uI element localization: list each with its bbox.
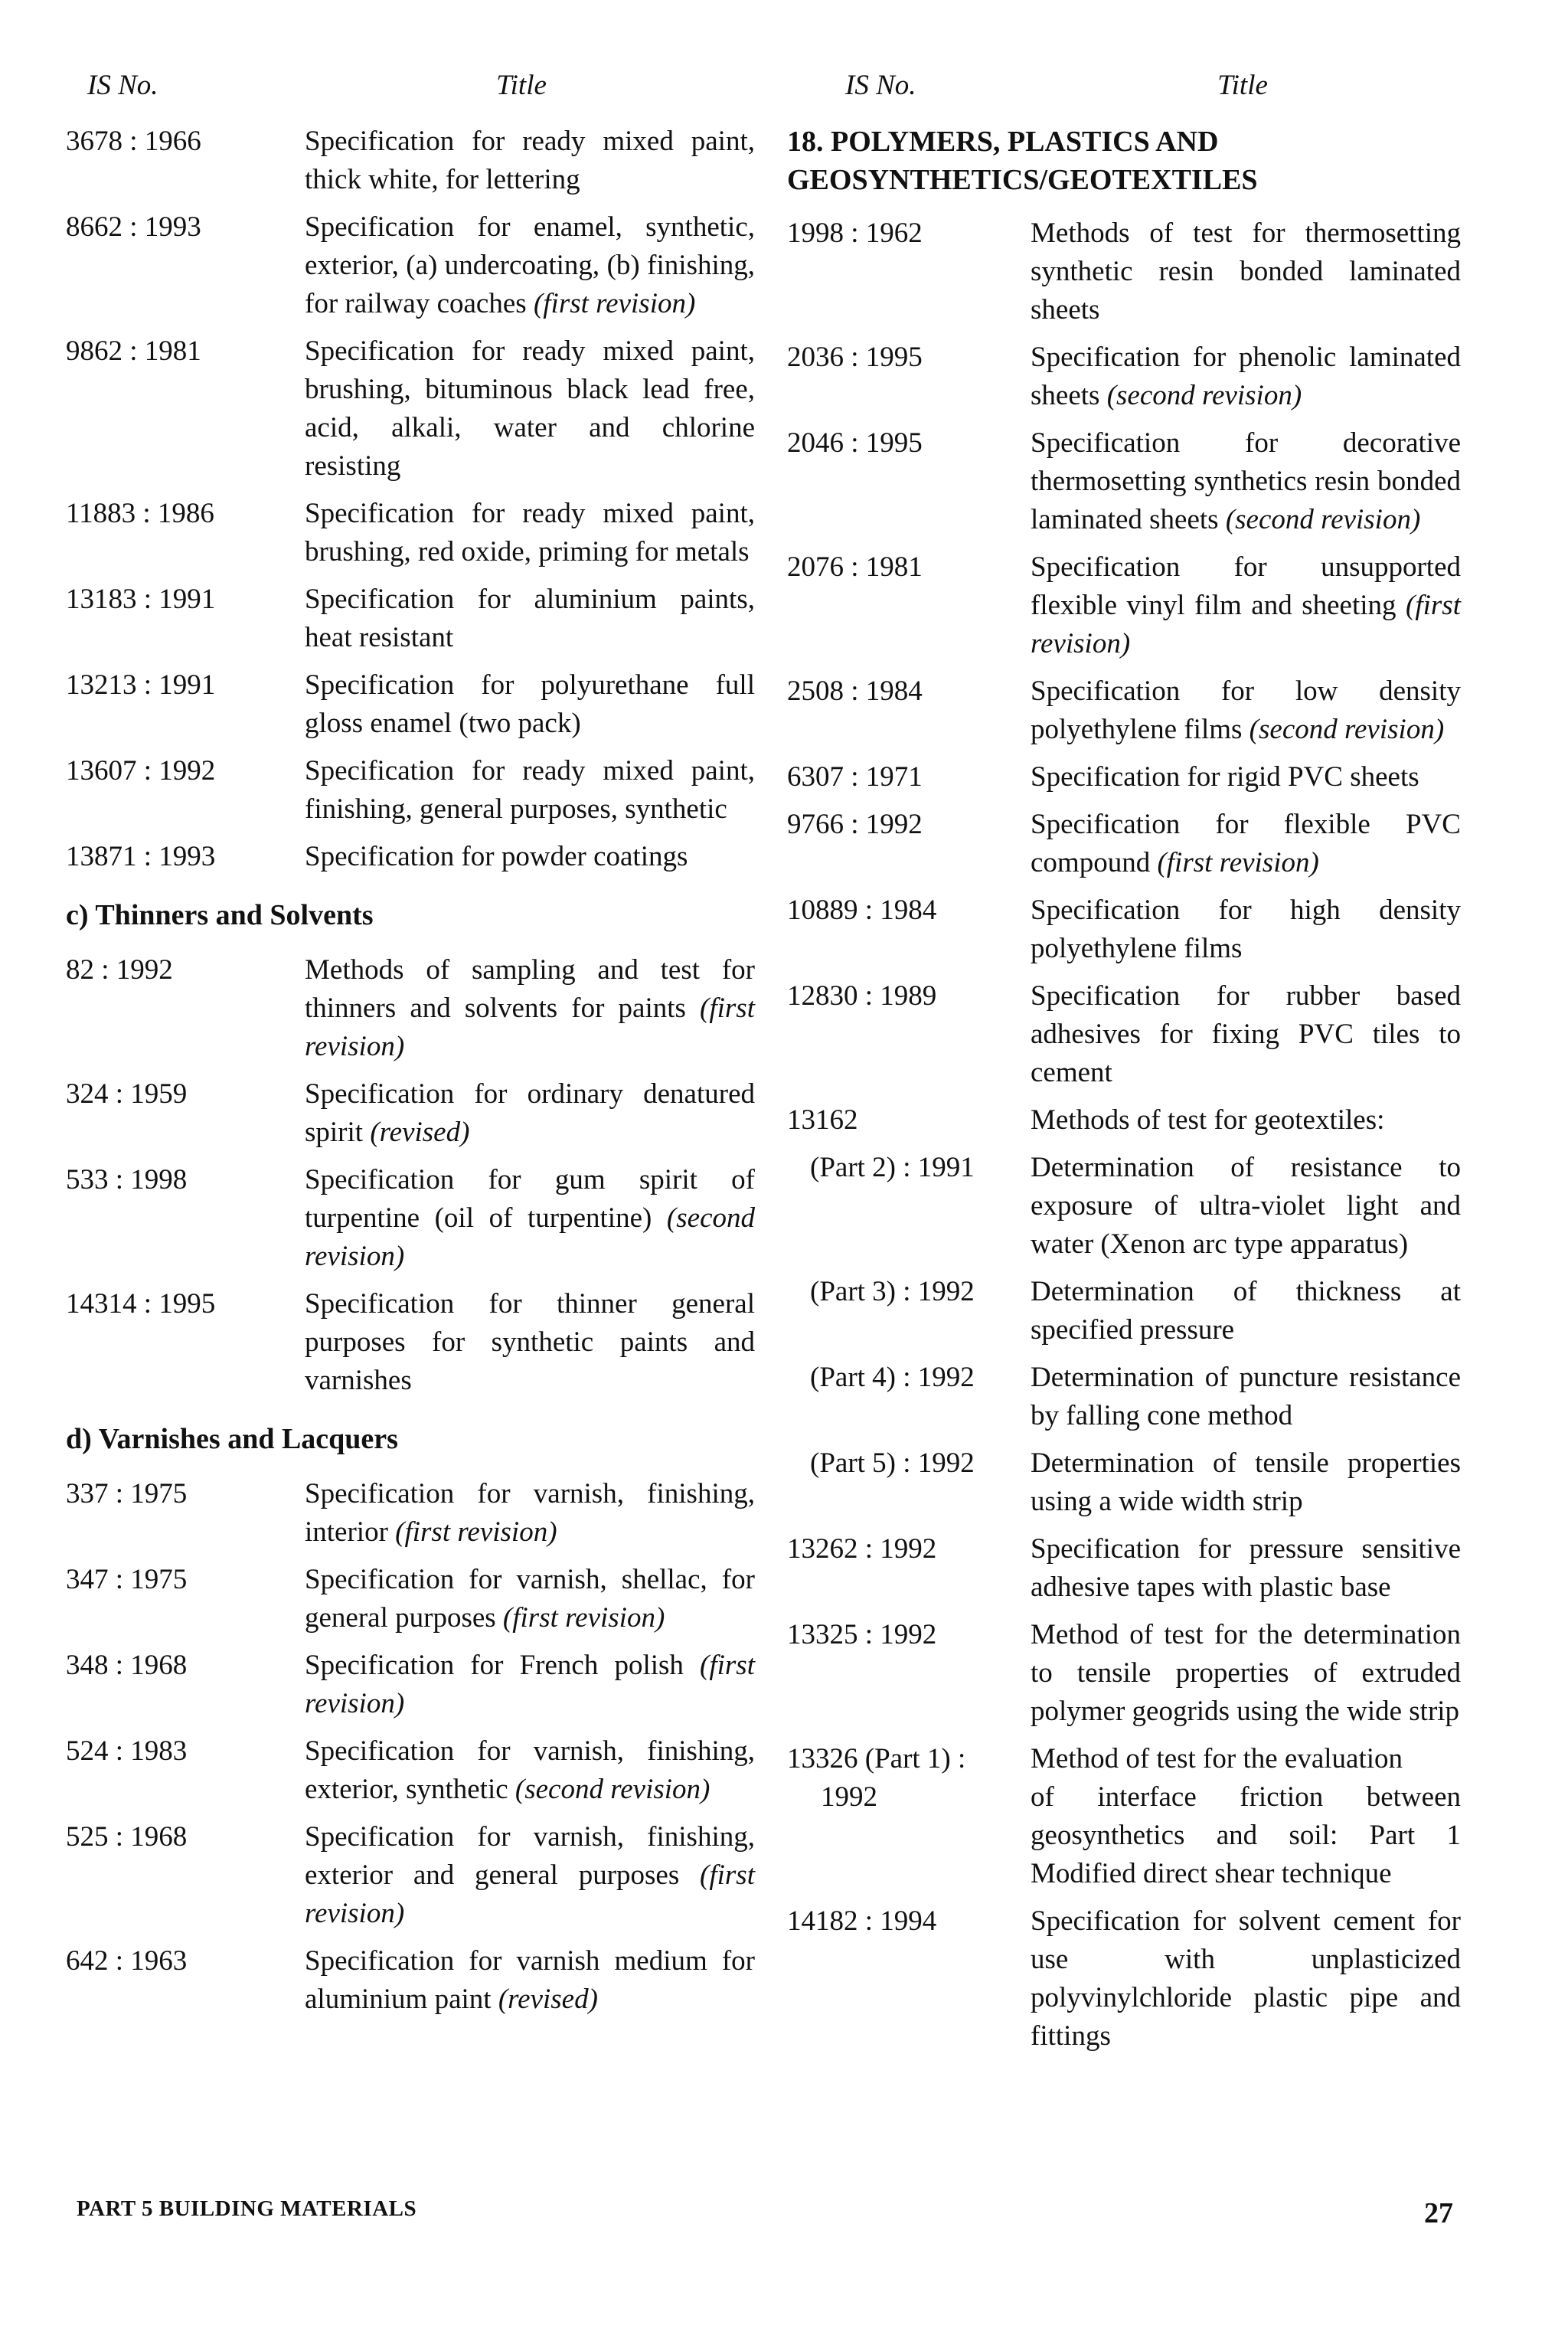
right-column-header <box>787 69 1461 103</box>
standard-title <box>1031 339 1461 415</box>
standard-title <box>305 123 755 199</box>
standard-entry <box>787 1616 1461 1731</box>
part-number: (Part 3) : 1992 <box>810 1276 975 1307</box>
standard-entry <box>66 838 755 876</box>
title-text: of interface friction between geosynthetics and soil: Part 1 Modified direct shear technique <box>1031 1781 1461 1889</box>
title-text: Specification for low density polyethylene films <box>1031 675 1461 745</box>
is-number: 12830 : 1989 <box>787 980 937 1012</box>
standard-entry <box>787 1530 1461 1607</box>
title-text: Method of test for the evaluation <box>1031 1743 1403 1774</box>
standard-title <box>1031 1530 1461 1607</box>
standard-title <box>305 1475 755 1552</box>
standard-title <box>1031 1273 1461 1349</box>
standard-entry <box>787 1149 1461 1264</box>
standard-entry <box>66 495 755 571</box>
revision-note: (revised) <box>498 1984 598 2015</box>
standard-entry <box>787 1740 1461 1778</box>
is-number: 13326 (Part 1) : <box>787 1743 966 1774</box>
is-number: 9766 : 1992 <box>787 809 923 840</box>
standard-title <box>305 332 755 486</box>
title-text: Specification for gum spirit of turpentine (oil of turpentine) <box>305 1164 755 1234</box>
standard-entry <box>787 1902 1461 2056</box>
standard-title <box>305 752 755 829</box>
is-number: 2076 : 1981 <box>787 551 923 583</box>
title-text: Specification for varnish, finishing, exterior and general purposes <box>305 1821 755 1891</box>
title-text: Specification for thinner general purposes for synthetic paints and varnishes <box>305 1288 755 1396</box>
is-number: 1998 : 1962 <box>787 218 923 249</box>
title-text: Specification for phenolic laminated sheets <box>1031 342 1461 411</box>
standard-entry <box>787 1359 1461 1435</box>
revision-note: (second revision) <box>1249 714 1445 745</box>
standard-title <box>305 1561 755 1637</box>
revision-note: (second revision) <box>1225 504 1421 535</box>
standard-title <box>305 208 755 323</box>
revision-note: (first revision) <box>1031 590 1461 659</box>
is-number: 82 : 1992 <box>66 954 173 986</box>
title-text: Method of test for the determination to tensile properties of extruded polymer geogrids using the wide strip <box>1031 1619 1461 1727</box>
right-column <box>787 69 1461 2065</box>
part-number: (Part 5) : 1992 <box>810 1447 975 1479</box>
standard-title <box>305 495 755 571</box>
title-text: Determination of tensile properties using a wide width strip <box>1031 1447 1461 1517</box>
is-number: 10889 : 1984 <box>787 895 937 926</box>
standard-entry <box>66 1647 755 1723</box>
standard-entry <box>66 666 755 743</box>
standard-entry <box>787 977 1461 1092</box>
header-is-no: IS No. <box>87 70 158 101</box>
is-number: 14314 : 1995 <box>66 1288 216 1320</box>
title-text: Specification for solvent cement for use with unplasticized polyvinylchloride plastic pipe and fittings <box>1031 1905 1461 2052</box>
standard-entry <box>787 672 1461 749</box>
standard-title <box>1031 806 1461 882</box>
standard-title <box>1031 1359 1461 1435</box>
is-number: 14182 : 1994 <box>787 1905 937 1937</box>
revision-note: (second revision) <box>305 1202 755 1272</box>
page-number: 27 <box>1424 2197 1453 2229</box>
revision-note: (first revision) <box>395 1516 557 1548</box>
standard-title <box>1031 214 1461 329</box>
title-text: Methods of test for geotextiles: <box>1031 1104 1385 1136</box>
title-text: Specification for varnish, finishing, interior <box>305 1478 755 1548</box>
standard-entry <box>66 208 755 323</box>
standard-title <box>1031 1149 1461 1264</box>
standard-title <box>305 951 755 1066</box>
title-text: Specification for French polish <box>305 1650 684 1681</box>
title-text: Specification for varnish, finishing, exterior, synthetic <box>305 1735 755 1805</box>
standard-entry <box>66 1732 755 1809</box>
standard-entry <box>787 424 1461 539</box>
revision-note: (first revision) <box>1157 847 1319 878</box>
is-number: 347 : 1975 <box>66 1564 188 1595</box>
standard-entry <box>787 891 1461 968</box>
title-text: Specification for ordinary denatured spirit <box>305 1078 755 1148</box>
standard-title <box>1031 891 1461 968</box>
is-number: 13183 : 1991 <box>66 584 216 615</box>
standard-title <box>1031 1902 1461 2056</box>
standard-entry <box>787 214 1461 329</box>
title-text: Determination of puncture resistance by falling cone method <box>1031 1362 1461 1431</box>
title-text: Specification for ready mixed paint, brushing, red oxide, priming for metals <box>305 498 755 567</box>
title-text: Specification for ready mixed paint, thick white, for lettering <box>305 126 755 195</box>
right-group-misc <box>787 1530 1461 2056</box>
standard-entry <box>66 1818 755 1933</box>
standard-entry <box>787 758 1461 796</box>
title-text: Specification for rigid PVC sheets <box>1031 761 1419 793</box>
is-number: 11883 : 1986 <box>66 498 214 529</box>
title-text: Specification for decorative thermosetting synthetics resin bonded laminated sheets <box>1031 427 1461 535</box>
left-group-thinners <box>66 951 755 1400</box>
standard-entry <box>787 1444 1461 1521</box>
left-column-header <box>66 69 755 103</box>
title-text: Specification for rubber based adhesives for fixing PVC tiles to cement <box>1031 980 1461 1088</box>
standard-entry <box>787 339 1461 415</box>
revision-note: (second revision) <box>514 1774 710 1805</box>
standard-title <box>1031 758 1461 796</box>
standard-title <box>305 666 755 743</box>
is-number: 13325 : 1992 <box>787 1619 937 1650</box>
standard-title <box>305 1732 755 1809</box>
revision-note: (first revision) <box>502 1602 665 1634</box>
revision-note: (first revision) <box>305 993 755 1062</box>
is-number: 13213 : 1991 <box>66 669 216 701</box>
title-text: Specification for high density polyethylene films <box>1031 895 1461 964</box>
title-text: Determination of resistance to exposure of ultra-violet light and water (Xenon arc type apparatus) <box>1031 1152 1461 1260</box>
standard-title <box>1031 977 1461 1092</box>
standard-title <box>1031 1101 1461 1140</box>
section-heading-polymers: 18. POLYMERS, PLASTICS AND GEOSYNTHETICS/GEOTEXTILES <box>787 126 1258 196</box>
title-text: Specification for ready mixed paint, brushing, bituminous black lead free, acid, alkali, water and chlorine resisting <box>305 335 755 482</box>
part-number: (Part 2) : 1991 <box>810 1152 975 1183</box>
standard-title <box>1031 1444 1461 1521</box>
standard-entry <box>66 332 755 486</box>
standard-title <box>305 838 755 876</box>
title-text: Methods of test for thermosetting synthetic resin bonded laminated sheets <box>1031 218 1461 325</box>
standard-entry <box>66 1161 755 1276</box>
title-text: Specification for enamel, synthetic, exterior, (a) undercoating, (b) finishing, for railway coaches <box>305 211 755 319</box>
left-group-paints <box>66 123 755 876</box>
standard-entry <box>787 1101 1461 1140</box>
standard-title <box>1031 548 1461 663</box>
standard-entry <box>66 1075 755 1152</box>
standard-title <box>305 1942 755 2019</box>
title-text: Specification for ready mixed paint, finishing, general purposes, synthetic <box>305 755 755 825</box>
is-number: 6307 : 1971 <box>787 761 923 793</box>
standard-entry <box>66 752 755 829</box>
standard-title <box>1031 1740 1461 1778</box>
title-text: Specification for polyurethane full gloss enamel (two pack) <box>305 669 755 739</box>
standard-entry <box>66 123 755 199</box>
standard-entry <box>66 1285 755 1400</box>
header-title: Title <box>496 70 547 101</box>
title-text: Specification for varnish medium for aluminium paint <box>305 1945 755 2015</box>
standard-entry <box>787 548 1461 663</box>
standard-title <box>1031 1778 1461 1893</box>
title-text: Specification for aluminium paints, heat resistant <box>305 584 755 653</box>
title-text: Specification for powder coatings <box>305 841 688 872</box>
is-number: 13162 <box>787 1104 858 1136</box>
standard-entry <box>787 806 1461 882</box>
geotextile-test-group <box>787 1101 1461 1521</box>
standard-title <box>1031 672 1461 749</box>
title-text: Specification for flexible PVC compound <box>1031 809 1461 878</box>
is-number: 13262 : 1992 <box>787 1533 937 1565</box>
is-number: 348 : 1968 <box>66 1650 188 1681</box>
standard-entry-continued <box>787 1778 1461 1893</box>
title-text: Specification for varnish, shellac, for general purposes <box>305 1564 755 1634</box>
is-number: 642 : 1963 <box>66 1945 188 1977</box>
is-number: 13871 : 1993 <box>66 841 216 872</box>
standard-title <box>305 1285 755 1400</box>
revision-note: (second revision) <box>1106 380 1302 411</box>
standard-title <box>305 1075 755 1152</box>
part-number: (Part 4) : 1992 <box>810 1362 975 1393</box>
standard-entry <box>787 1273 1461 1349</box>
standard-title <box>305 1647 755 1723</box>
standard-entry <box>66 1475 755 1552</box>
title-text: Methods of sampling and test for thinners and solvents for paints <box>305 954 755 1024</box>
running-footer: PART 5 BUILDING MATERIALS <box>77 2196 417 2221</box>
standard-title <box>1031 424 1461 539</box>
standard-title <box>305 1818 755 1933</box>
is-number: 337 : 1975 <box>66 1478 188 1509</box>
revision-note: (first revision) <box>305 1650 755 1719</box>
title-text: Determination of thickness at specified pressure <box>1031 1276 1461 1346</box>
right-group-polymers <box>787 214 1461 1092</box>
is-number: 8662 : 1993 <box>66 211 201 243</box>
standard-entry <box>66 1942 755 2019</box>
is-number: 3678 : 1966 <box>66 126 201 157</box>
left-column <box>66 69 755 2028</box>
standard-entry <box>66 1561 755 1637</box>
revision-note: (first revision) <box>533 288 696 319</box>
header-is-no: IS No. <box>845 70 916 101</box>
standard-title <box>305 1161 755 1276</box>
revision-note: (revised) <box>370 1117 470 1148</box>
title-text: Specification for pressure sensitive adhesive tapes with plastic base <box>1031 1533 1461 1603</box>
is-number: 525 : 1968 <box>66 1821 188 1853</box>
is-number: 2036 : 1995 <box>787 342 923 373</box>
header-title: Title <box>1217 70 1268 101</box>
is-number: 2046 : 1995 <box>787 427 923 459</box>
title-text: Specification for unsupported flexible vinyl film and sheeting <box>1031 551 1461 621</box>
section-heading-varnishes: d) Varnishes and Lacquers <box>66 1423 398 1455</box>
is-number: 2508 : 1984 <box>787 675 923 707</box>
is-number: 524 : 1983 <box>66 1735 188 1767</box>
standard-title <box>305 581 755 657</box>
standard-entry <box>66 951 755 1066</box>
revision-note: (first revision) <box>305 1859 755 1929</box>
is-number: 324 : 1959 <box>66 1078 188 1110</box>
section-heading-thinners: c) Thinners and Solvents <box>66 899 374 931</box>
is-number: 9862 : 1981 <box>66 335 201 367</box>
standard-entry <box>66 581 755 657</box>
is-number: 533 : 1998 <box>66 1164 188 1195</box>
standard-title <box>1031 1616 1461 1731</box>
is-number-year: 1992 <box>821 1781 877 1813</box>
is-number: 13607 : 1992 <box>66 755 216 787</box>
left-group-varnishes <box>66 1475 755 2019</box>
